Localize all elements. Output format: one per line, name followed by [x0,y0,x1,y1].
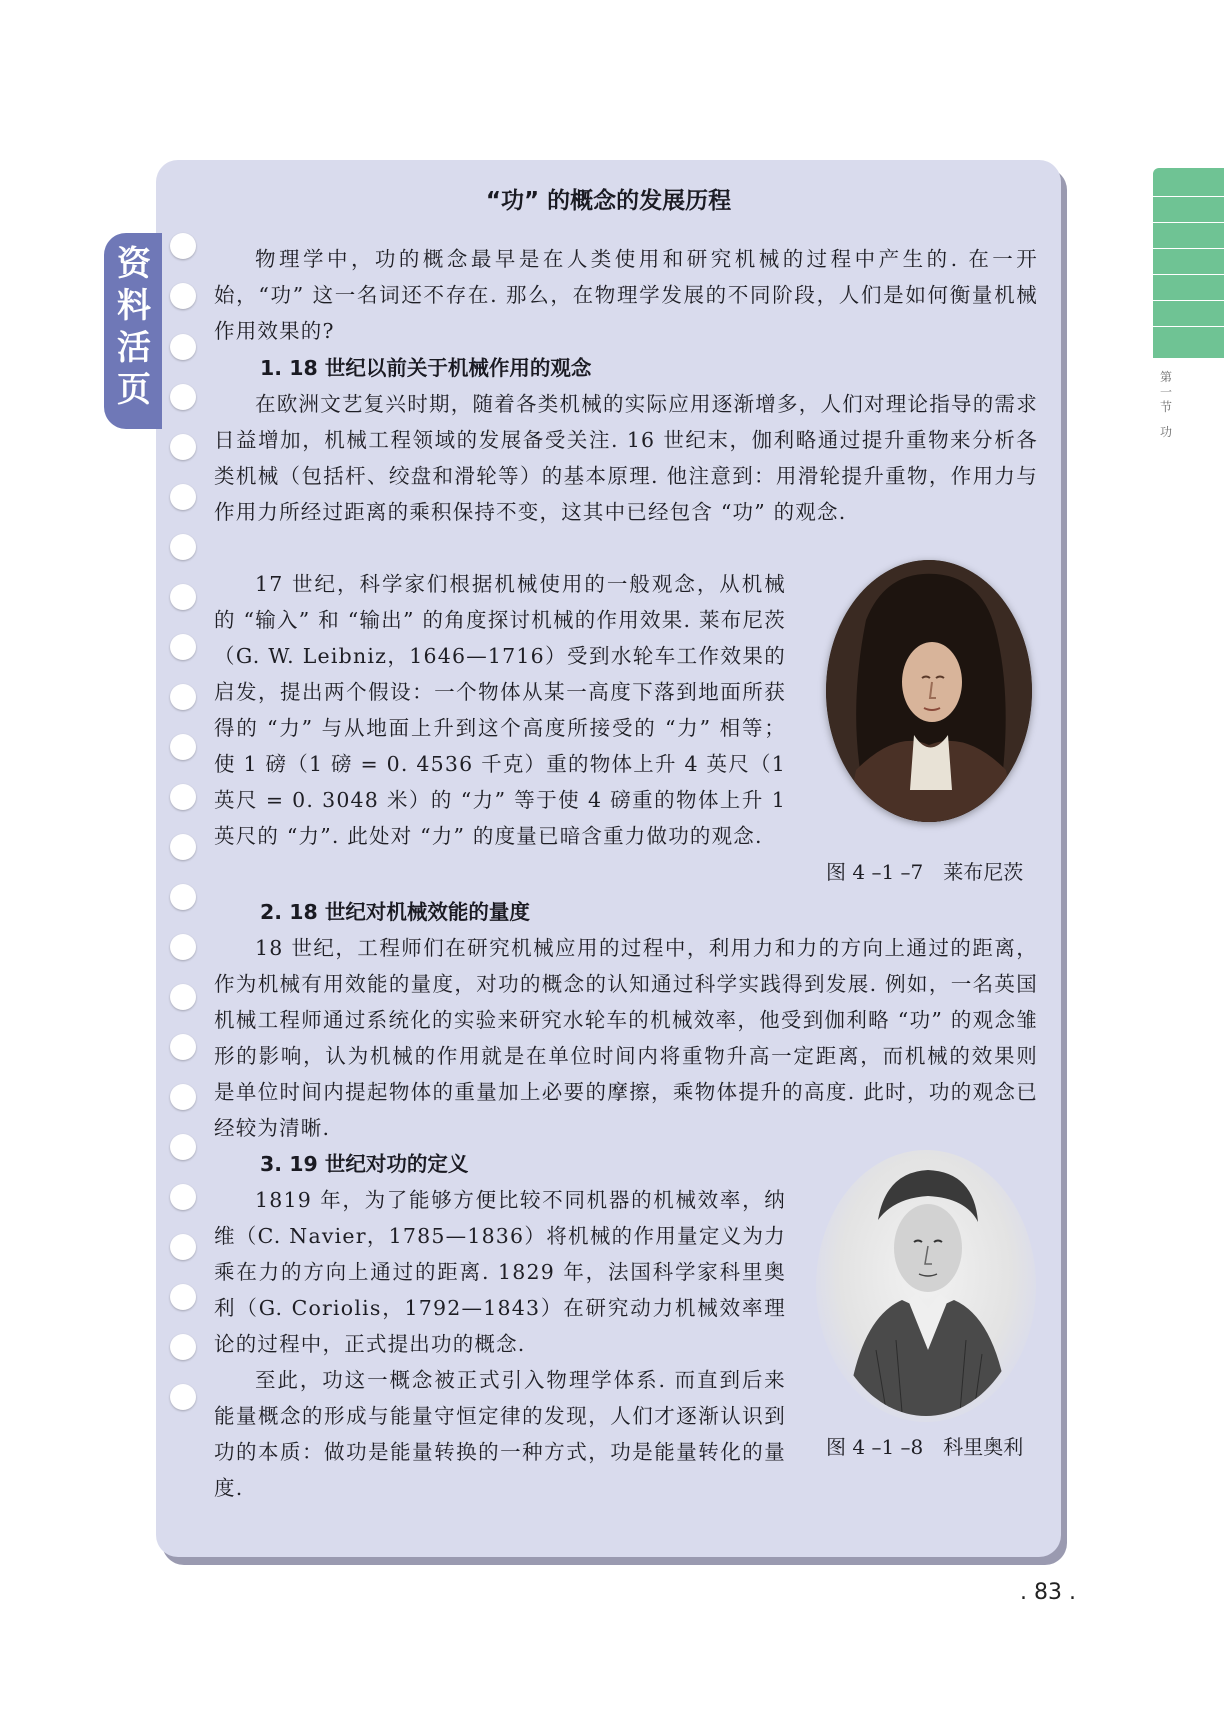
figure-caption-leibniz: 图 4 –1 –7 莱布尼茨 [826,860,1024,884]
binder-ring [170,484,196,510]
chapter-tab [1153,168,1224,358]
binder-ring [170,283,196,309]
binder-ring [170,534,196,560]
binder-ring [170,384,196,410]
intro-paragraph: 物理学中，功的概念最早是在人类使用和研究机械的过程中产生的. 在一开始，“功” 这一名词还不存在. 那么，在物理学发展的不同阶段，人们是如何衡量机械作用效果的? [214,247,1038,343]
binder-ring [170,1184,196,1210]
section-1-paragraph-1: 在欧洲文艺复兴时期，随着各类机械的实际应用逐渐增多，人们对理论指导的需求日益增加，机械工程领域的发展备受关注. 16 世纪末，伽利略通过提升重物来分析各类机械（包括杆、绞盘和滑轮等）的基本原理. 他注意到：用滑轮提升重物，作用力与作用力所经过距离的乘积保持不变，这其中已经包含 “功” 的观念. [214,392,1038,524]
section-1-paragraph-2: 17 世纪，科学家们根据机械使用的一般观念，从机械的 “输入” 和 “输出” 的角度探讨机械的作用效果. 莱布尼茨（G. W. Leibniz，1646—1716）受到水轮车工作效果的启发，提出两个假设：一个物体从某一高度下落到地面所获得的 “力” 与从地面上升到这个高度所接受的 “力” 相等；使 1 磅（1 磅 = 0. 4536 千克）重的物体上升 4 英尺（1 英尺 = 0. 3048 米）的 “力” 等于使 4 磅重的物体上升 1 英尺的 “力”. 此处对 “力” 的度量已暗含重力做功的观念. [214,572,786,848]
side-topic-name: 功 [1159,425,1172,439]
binder-ring [170,784,196,810]
binder-ring [170,1334,196,1360]
side-section-label [1156,370,1176,440]
binder-ring [170,834,196,860]
leibniz-portrait [826,560,1032,822]
leibniz-portrait-art [826,560,1032,822]
binder-ring [170,1284,196,1310]
panel-title: “功” 的概念的发展历程 [485,188,732,214]
binder-ring [170,884,196,910]
page-number: . 83 . [1020,1580,1076,1605]
section-3-heading: 3. 19 世纪对功的定义 [260,1152,469,1176]
binder-ring [170,1384,196,1410]
section-2-heading: 2. 18 世纪对机械效能的量度 [260,900,530,924]
binder-ring [170,1134,196,1160]
binder-ring [170,634,196,660]
binder-ring [170,734,196,760]
binder-ring [170,684,196,710]
section-1-heading: 1. 18 世纪以前关于机械作用的观念 [260,356,592,380]
binder-ring [170,1034,196,1060]
binder-ring [170,233,196,259]
side-section-name: 第一节 [1159,370,1172,414]
figure-caption-coriolis: 图 4 –1 –8 科里奥利 [826,1435,1024,1459]
binder-ring [170,584,196,610]
section-2-paragraph-1: 18 世纪，工程师们在研究机械应用的过程中，利用力和力的方向上通过的距离，作为机械有用效能的量度，对功的概念的认知通过科学实践得到发展. 例如，一名英国机械工程师通过系统化的实验来研究水轮车的机械效率，他受到伽利略 “功” 的观念雏形的影响，认为机械的作用就是在单位时间内将重物升高一定距离，而机械的效果则是单位时间内提起物体的重量加上必要的摩擦，乘物体提升的高度. 此时，功的观念已经较为清晰. [214,936,1038,1140]
binder-ring [170,984,196,1010]
section-3-paragraph-2: 至此，功这一概念被正式引入物理学体系. 而直到后来能量概念的形成与能量守恒定律的发现，人们才逐渐认识到功的本质：做功是能量转换的一种方式，功是能量转化的量度. [214,1368,786,1500]
coriolis-portrait [816,1150,1036,1422]
section-3-paragraph-1: 1819 年，为了能够方便比较不同机器的机械效率，纳维（C. Navier，1785—1836）将机械的作用量定义为力乘在力的方向上通过的距离. 1829 年，法国科学家科里奥利（G. Coriolis，1792—1843）在研究动力机械效率理论的过程中，正式提出功的概念. [214,1188,786,1356]
binder-ring [170,434,196,460]
binder-ring [170,334,196,360]
coriolis-portrait-art [816,1150,1036,1422]
resource-sheet-label [104,233,162,429]
binder-ring [170,934,196,960]
binder-ring [170,1084,196,1110]
binder-ring [170,1234,196,1260]
resource-sheet-label-text: 资料活页 [117,244,151,410]
